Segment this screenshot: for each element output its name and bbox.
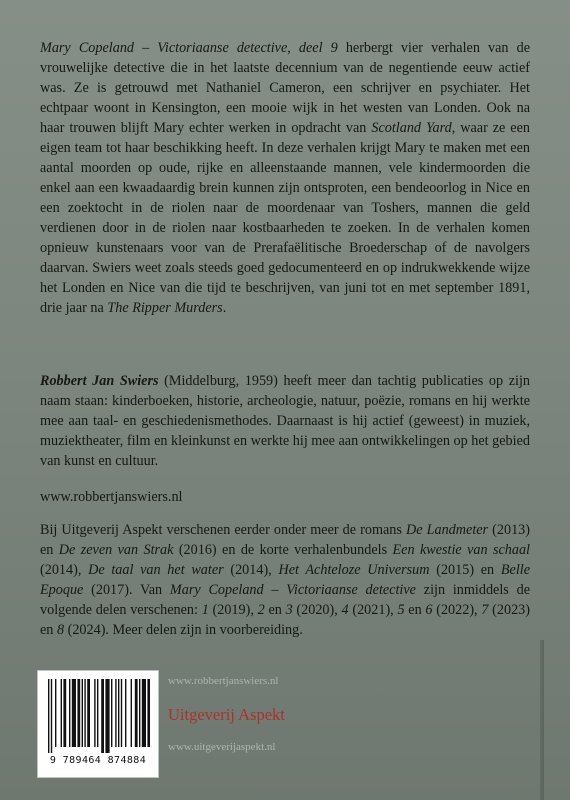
barcode-bar [72, 679, 76, 747]
synopsis-text: , waar ze een eigen team tot haar beschikking heeft. In deze verhalen krijgt Mary te maken met een aantal moorden op oude, rijke en alleenstaande mannen, vele kindermoorden die enkel aan een kwaadaardig brein kunnen zijn ontsproten, een bendeoorlog in Nice en een zoektocht in de riolen naar de moordenaar van Toshers, mannen die geld verdienen door in de riolen naar kostbaarheden te zoeken. In de verhalen komen opnieuw kunstenaars voor van de Prerafaëlitische Broederschap of de navolgers daarvan. Swiers weet zoals steeds goed gedocumenteerd en op indrukwekkende wijze het Londen en Nice van die tijd te beschrijven, van juni tot en met september 1891, drie jaar na [40, 120, 530, 316]
barcode-bar [77, 679, 80, 747]
barcode-bar [105, 679, 109, 753]
barcode-bar [125, 679, 126, 747]
volume-number: 6 [425, 602, 433, 618]
barcode-bar [142, 679, 146, 747]
synopsis-text: . [222, 300, 227, 316]
barcode-bar [61, 679, 62, 747]
barcode-bar [69, 679, 70, 747]
book-title: De zeven van Strak [58, 542, 174, 558]
bib-text: (2021), [348, 602, 398, 618]
series-title: Mary Copeland – Victoriaanse detective [169, 582, 416, 598]
book-title: Belle Epoque [40, 562, 531, 598]
bib-text: (2019), [208, 602, 258, 618]
volume-number: 4 [341, 602, 349, 618]
bib-text: (2016) en de korte verhalenbundels [173, 542, 393, 558]
author-bio-text: (Middelburg, 1959) heeft meer dan tachtig publicaties op zijn naam staan: kinderboeken, historie, archeologie, natuur, poëzie, romans en hij werkte mee aan taal- en geschiedenismethodes. Daarnaast is hij actief (geweest) in muziek, muziektheater, film en kleinkunst en werkte hij mee aan ontwikkelingen op het gebied van kunst en cultuur. [40, 373, 530, 469]
barcode-bar [135, 679, 138, 747]
author-website: www.robbertjanswiers.nl [40, 489, 183, 505]
scotland-yard: Scotland Yard [371, 120, 452, 136]
bib-text: zijn inmiddels de volgende delen verschenen: [40, 582, 530, 618]
barcode-bar [48, 679, 49, 753]
volume-number: 7 [481, 602, 489, 618]
barcode-bar [87, 679, 90, 747]
barcode-bar [51, 679, 52, 753]
ripper-title: The Ripper Murders [107, 300, 223, 316]
book-title: De taal van het water [88, 562, 224, 578]
bib-text: en [264, 602, 286, 618]
bib-text: (2022), [432, 602, 482, 618]
decorative-stem [540, 640, 544, 800]
volume-number: 2 [257, 602, 265, 618]
publisher-name: Uitgeverij Aspekt [168, 705, 285, 724]
bib-text: (2023) en [40, 602, 530, 638]
barcode-bar [139, 679, 140, 747]
barcode-bar [131, 679, 132, 747]
author-name: Robbert Jan Swiers [40, 373, 159, 389]
book-title: Het Achteloze Universum [278, 562, 430, 578]
bib-text: en [404, 602, 426, 618]
bib-text: Bij Uitgeverij Aspekt verschenen eerder onder meer de romans [40, 522, 406, 538]
synopsis-text: herbergt vier verhalen van de vrouwelijke detective die in het laatste decennium van de negentiende eeuw actief was. Ze is getrouwd met Nathaniel Cameron, een schrijver en psychiater. Het echtpaar woont in Kensington, een mooie wijk in het westen van Londen. Ook na haar trouwen blijft Mary echter werken in opdracht van [40, 40, 530, 136]
bib-text: (2014), [40, 562, 89, 578]
volume-number: 3 [285, 602, 293, 618]
barcode-bar [101, 679, 104, 753]
book-title: Een kwestie van schaal [392, 542, 531, 558]
barcode-bar [82, 679, 83, 747]
barcode-bar [121, 679, 122, 747]
publisher-website-top: www.robbertjanswiers.nl [168, 675, 279, 687]
bib-text: (2024). Meer delen zijn in voorbereiding. [64, 622, 303, 638]
barcode-bar [115, 679, 116, 747]
bib-text: (2017). Van [83, 582, 170, 598]
isbn-barcode [37, 670, 159, 778]
volume-number: 8 [56, 622, 65, 638]
barcode-bar [84, 679, 85, 747]
bib-text: (2014), [223, 562, 279, 578]
synopsis-paragraph [40, 38, 530, 318]
volume-number: 1 [201, 602, 209, 618]
barcode-bar [118, 679, 119, 747]
barcode-bar [55, 679, 56, 747]
volume-number: 5 [397, 602, 405, 618]
publisher-website-bottom: www.uitgeverijaspekt.nl [168, 741, 276, 753]
series-title: Mary Copeland – Victoriaanse detective, deel 9 [40, 40, 338, 56]
barcode-bar [147, 679, 150, 747]
bib-text: (2013) en [40, 522, 530, 558]
bib-text: (2015) en [429, 562, 501, 578]
barcode-bar [63, 679, 66, 747]
bib-text: (2020), [292, 602, 342, 618]
barcode-bar [97, 679, 98, 747]
barcode-bar [111, 679, 112, 747]
book-title: De Landmeter [405, 522, 489, 538]
isbn-number: 9 789464 874884 [49, 755, 147, 766]
bibliography-paragraph [40, 520, 530, 640]
barcode-bars [46, 679, 150, 753]
author-bio-paragraph [40, 371, 530, 471]
barcode-bar [94, 679, 95, 747]
